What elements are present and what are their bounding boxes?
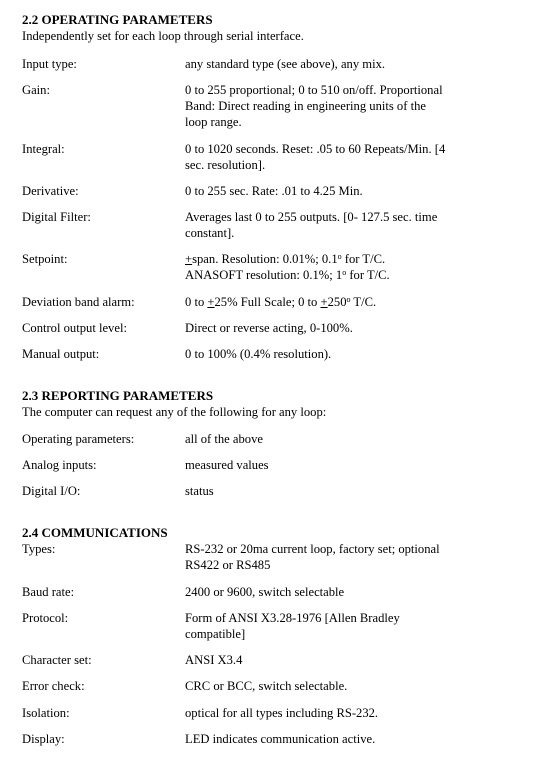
param-label: Operating parameters:	[22, 432, 135, 446]
param-label: Derivative:	[22, 184, 79, 198]
param-value: RS-232 or 20ma current loop, factory set; optional RS422 or RS485	[185, 542, 440, 572]
param-label: Manual output:	[22, 347, 100, 361]
operating-intro: Independently set for each loop through serial interface.	[22, 29, 304, 43]
param-value: 0 to 255 proportional; 0 to 510 on/off. Proportional Band: Direct reading in engineering units of the loop range.	[185, 83, 443, 129]
param-label: Character set:	[22, 653, 92, 667]
degree-mark: o	[346, 295, 351, 304]
param-value: all of the above	[185, 432, 263, 446]
param-value: any standard type (see above), any mix.	[185, 57, 386, 71]
param-value: status	[185, 484, 214, 498]
param-value: 0 to 1020 seconds. Reset: .05 to 60 Repeats/Min. [4 sec. resolution].	[185, 142, 446, 172]
param-label: Control output level:	[22, 321, 127, 335]
param-label: Gain:	[22, 83, 50, 97]
param-value: CRC or BCC, switch selectable.	[185, 679, 348, 693]
communications-title: 2.4 COMMUNICATIONS	[22, 525, 168, 540]
param-label: Deviation band alarm:	[22, 295, 135, 309]
degree-mark: o	[337, 252, 342, 261]
operating-section-header	[22, 12, 522, 44]
param-label: Error check:	[22, 679, 85, 693]
param-label: Setpoint:	[22, 252, 68, 266]
param-label: Integral:	[22, 142, 65, 156]
param-label: Analog inputs:	[22, 458, 97, 472]
param-value: LED indicates communication active.	[185, 732, 376, 746]
reporting-intro: The computer can request any of the following for any loop:	[22, 405, 327, 419]
param-label: Isolation:	[22, 706, 70, 720]
reporting-title: 2.3 REPORTING PARAMETERS	[22, 388, 214, 403]
param-value: ANSI X3.4	[185, 653, 243, 667]
param-value: 0 to +25% Full Scale; 0 to $+250^o$ T/C.	[185, 295, 377, 309]
plus-minus-sign: +	[207, 295, 215, 309]
param-value: 0 to 255 sec. Rate: .01 to 4.25 Min.	[185, 184, 363, 198]
param-value: Direct or reverse acting, 0-100%.	[185, 321, 353, 335]
degree-mark: o	[342, 268, 347, 277]
param-value: Form of ANSI X3.28-1976 [Allen Bradley compatible]	[185, 611, 400, 641]
param-label: Protocol:	[22, 611, 69, 625]
param-label: Digital I/O:	[22, 484, 81, 498]
param-label: Types:	[22, 542, 56, 556]
param-label: Display:	[22, 732, 65, 746]
param-value: 2400 or 9600, switch selectable	[185, 585, 345, 599]
reporting-section-header	[22, 388, 522, 420]
param-label: Baud rate:	[22, 585, 75, 599]
param-value: 0 to 100% (0.4% resolution).	[185, 347, 332, 361]
param-value: +span. Resolution: 0.01%; 0.1$^o$ for T/C. ANASOFT resolution: 0.1%; 1$^o$ for T/C.	[185, 252, 390, 282]
param-value: Averages last 0 to 255 outputs. [0- 127.5 sec. time constant].	[185, 210, 438, 240]
param-label: Input type:	[22, 57, 77, 71]
param-value: measured values	[185, 458, 269, 472]
plus-minus-sign: +	[320, 295, 328, 309]
param-label: Digital Filter:	[22, 210, 91, 224]
operating-title: 2.2 OPERATING PARAMETERS	[22, 12, 213, 27]
param-value: optical for all types including RS-232.	[185, 706, 379, 720]
plus-minus-sign: +	[185, 252, 193, 266]
communications-section-header	[22, 525, 522, 541]
